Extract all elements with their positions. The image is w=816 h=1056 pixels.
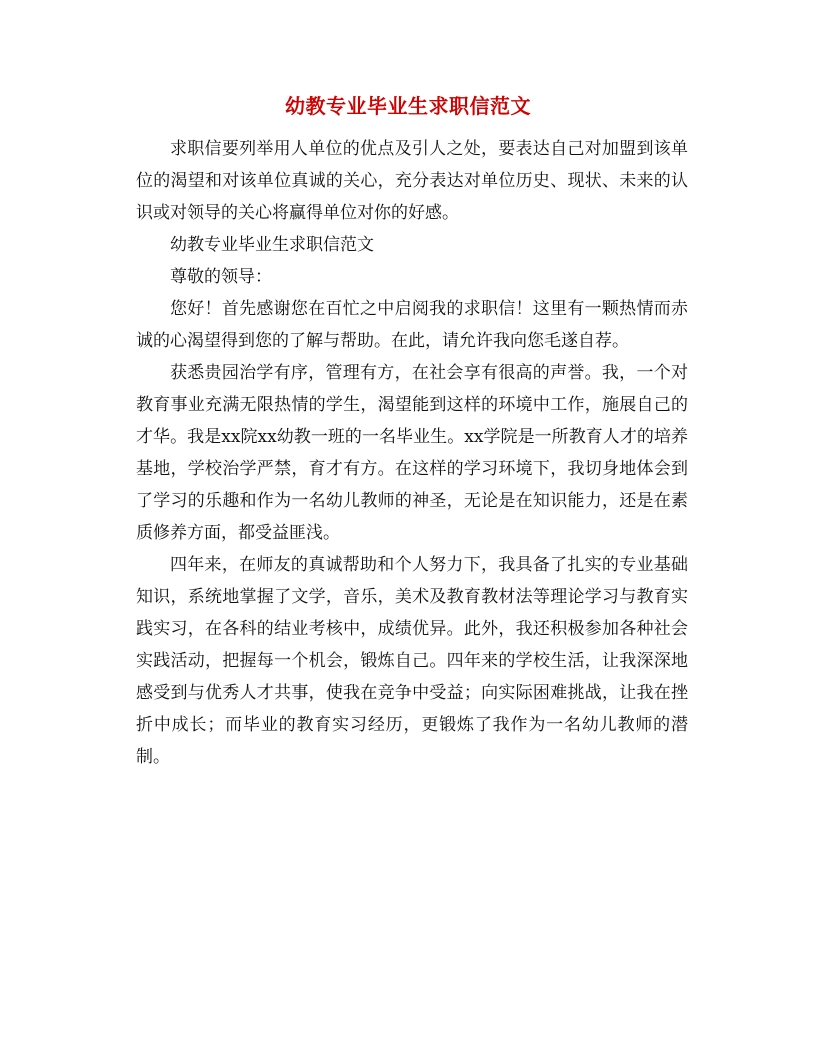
experience-paragraph: 四年来，在师友的真诚帮助和个人努力下，我具备了扎实的专业基础知识，系统地掌握了文学，音乐，美术及教育教材法等理论学习与教育实践实习，在各科的结业考核中，成绩优异。此外，我还积极参加各种社会实践活动，把握每一个机会，锻炼自己。四年来的学校生活，让我深深地感受到与优秀人才共事，使我在竞争中受益；向实际困难挑战，让我在挫折中成长；而毕业的教育实习经历，更锻炼了我作为一名幼儿教师的潜制。 (136, 555, 688, 767)
document-body (136, 133, 688, 773)
greeting-paragraph: 您好！首先感谢您在百忙之中启阅我的求职信！这里有一颗热情而赤诚的心渴望得到您的了解与帮助。在此，请允许我向您毛遂自荐。 (136, 299, 688, 351)
school-paragraph: 获悉贵园治学有序，管理有方，在社会享有很高的声誉。我，一个对教育事业充满无限热情的学生，渴望能到这样的环境中工作，施展自己的才华。我是xx院xx幼教一班的一名毕业生。xx学院是一所教育人才的培养基地，学校治学严禁，育才有方。在这样的学习环境下，我切身地体会到了学习的乐趣和作为一名幼儿教师的神圣，无论是在知识能力，还是在素质修养方面，都受益匪浅。 (136, 363, 688, 543)
salutation-line: 尊敬的领导： (170, 267, 272, 287)
subtitle-line: 幼教专业毕业生求职信范文 (170, 235, 374, 255)
intro-paragraph: 求职信要列举用人单位的优点及引人之处，要表达自己对加盟到该单位的渴望和对该单位真诚的关心，充分表达对单位历史、现状、未来的认识或对领导的关心将赢得单位对你的好感。 (136, 139, 688, 223)
document-title: 幼教专业毕业生求职信范文 (285, 94, 531, 118)
